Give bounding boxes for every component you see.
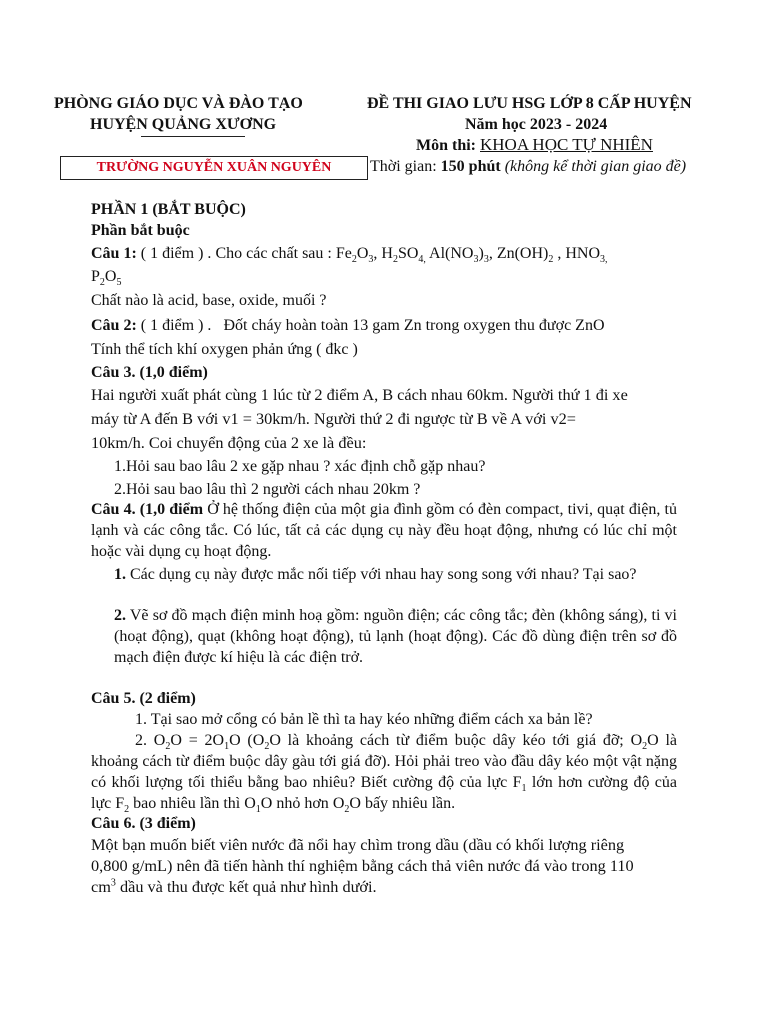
q6-line1: Một bạn muốn biết viên nước đã nổi hay chìm trong dầu (dầu có khối lượng riêng bbox=[91, 835, 625, 854]
q6-unit-exp: 3 bbox=[110, 877, 116, 889]
time-line bbox=[370, 157, 686, 177]
school-year: Năm học 2023 - 2024 bbox=[465, 116, 608, 133]
q5-term-f2: $F_2$ bbox=[115, 795, 130, 816]
q2-text: Đốt cháy hoàn toàn 13 gam Zn trong oxygen thu được ZnO bbox=[223, 317, 605, 334]
q4-text: Ở hệ thống điện của một gia đình gồm có đèn compact, tivi, quạt điện, tủ lạnh và các công tắc. Có lúc, tất cả các dụng cụ này đều hoạt động, nhưng có lúc chỉ một hoặc vài dụng cụ hoạt động. bbox=[91, 501, 677, 560]
q5-sub2-num: 2. bbox=[135, 732, 154, 749]
q1-formula-p2o5: $P_2O_5$ bbox=[91, 268, 122, 289]
q5-text-e: bao nhiêu lần thì bbox=[129, 795, 245, 812]
q5-term-o1o: $O_1O$ bbox=[244, 795, 273, 816]
q5-text-c: là khoảng cách từ điểm buộc dây gàu tới giá đỡ). Hỏi phải treo vào đầu dây kéo một vật nặng có khối lượng tối thiểu bằng bao nhiêu? Biết cường độ của lực bbox=[91, 732, 678, 791]
q5-text-f: nhỏ hơn bbox=[272, 795, 333, 812]
q4-label: Câu 4. (1,0 điểm bbox=[91, 501, 204, 518]
q5-term-o2o-3: $O_2O$ bbox=[332, 795, 361, 816]
subject-line bbox=[416, 135, 653, 156]
q1-label: Câu 1: bbox=[91, 245, 137, 262]
q2-points: ( 1 điểm ) . bbox=[136, 317, 212, 334]
q5-term-f1: $F_1$ bbox=[512, 774, 527, 795]
q3-line1: Hai người xuất phát cùng 1 lúc từ 2 điểm A, B cách nhau 60km. Người thứ 1 đi xe bbox=[91, 385, 628, 404]
q6-line3 bbox=[91, 876, 377, 897]
q1-line bbox=[91, 243, 608, 264]
q4-sub1-num: 1. bbox=[114, 566, 126, 583]
q3-label: Câu 3. (1,0 điểm) bbox=[91, 364, 208, 381]
time-note: (không kể thời gian giao đề) bbox=[504, 158, 687, 175]
q4-sub2-text: Vẽ sơ đồ mạch điện minh hoạ gồm: nguồn điện; các công tắc; đèn (không sáng), ti vi (hoạt động), quạt (không hoạt động), tủ lạnh (hoạt động). Các đồ dùng điện trên sơ đồ mạch điện được kí hiệu là các điện trở. bbox=[114, 607, 677, 666]
q1-points: ( 1 điểm ) . bbox=[136, 245, 216, 262]
header-underline bbox=[141, 136, 245, 137]
q2-line2: Tính thể tích khí oxygen phản ứng ( đkc ) bbox=[91, 341, 358, 358]
q5-text-g: bấy nhiêu lần. bbox=[360, 795, 456, 812]
q4-paragraph bbox=[91, 499, 677, 562]
exam-title: ĐỀ THI GIAO LƯU HSG LỚP 8 CẤP HUYỆN bbox=[367, 95, 692, 112]
q2-label: Câu 2: bbox=[91, 317, 137, 334]
q5-text-d: lớn hơn cường độ của lực bbox=[91, 774, 677, 812]
q5-sub1: 1. Tại sao mở cổng có bản lề thì ta hay kéo những điểm cách xa bản lề? bbox=[135, 711, 593, 728]
q2-line bbox=[91, 315, 605, 336]
q5-term-o2o-2: $O_2O$ bbox=[630, 732, 659, 753]
time-label: Thời gian: bbox=[370, 158, 441, 175]
q3-line3: 10km/h. Coi chuyển động của 2 xe là đều: bbox=[91, 433, 367, 452]
q6-line3-text: dầu và thu được kết quả như hình dưới. bbox=[115, 877, 377, 896]
q5-label: Câu 5. (2 điểm) bbox=[91, 690, 196, 707]
subject-label: Môn thi: bbox=[416, 137, 480, 154]
q5-equation: $O_2O = 2O_1O$ bbox=[153, 732, 241, 753]
q3-line2: máy từ A đến B với v1 = 30km/h. Người thứ 2 đi ngược từ B về A với v2= bbox=[91, 409, 576, 428]
part1-subtitle: Phần bắt buộc bbox=[91, 222, 190, 239]
q3-sub1: 1.Hỏi sau bao lâu 2 xe gặp nhau ? xác định chỗ gặp nhau? bbox=[114, 458, 486, 475]
department-title: PHÒNG GIÁO DỤC VÀ ĐÀO TẠO bbox=[54, 95, 303, 112]
q6-label: Câu 6. (3 điểm) bbox=[91, 815, 196, 832]
q3-sub2: 2.Hỏi sau bao lâu thì 2 người cách nhau 20km ? bbox=[114, 481, 421, 498]
q4-sub2 bbox=[114, 605, 677, 668]
q5-text-a: ( bbox=[240, 732, 253, 749]
q1-formulas: $Fe_2O_3$, $H_2SO_{4,}$ $Al(NO_3)_3$, $Zn(OH)_2$ , $HNO_{3,}$ bbox=[335, 245, 608, 266]
q6-line2: 0,800 g/mL) nên đã tiến hành thí nghiệm bằng cách thả viên nước đá vào trong 110 bbox=[91, 856, 634, 875]
time-value: 150 phút bbox=[440, 158, 501, 175]
school-name-box: TRƯỜNG NGUYỄN XUÂN NGUYÊN bbox=[60, 156, 368, 180]
q1-question: Chất nào là acid, base, oxide, muối ? bbox=[91, 292, 327, 309]
q5-term-o2o: $O_2O$ bbox=[252, 732, 281, 753]
q4-sub1 bbox=[114, 564, 677, 585]
q4-sub1-text: Các dụng cụ này được mắc nối tiếp với nhau hay song song với nhau? Tại sao? bbox=[126, 566, 637, 583]
q5-sub2 bbox=[91, 730, 677, 814]
part1-title: PHẦN 1 (BẮT BUỘC) bbox=[91, 201, 246, 218]
q1-text: Cho các chất sau : bbox=[215, 245, 336, 262]
subject-name: KHOA HỌC TỰ NHIÊN bbox=[480, 135, 653, 154]
q5-text-b: là khoảng cách từ điểm buộc dây kéo tới giá đỡ; bbox=[280, 732, 631, 749]
q6-unit: cm bbox=[91, 877, 111, 896]
q4-sub2-num: 2. bbox=[114, 607, 126, 624]
district-title: HUYỆN QUẢNG XƯƠNG bbox=[90, 116, 277, 133]
